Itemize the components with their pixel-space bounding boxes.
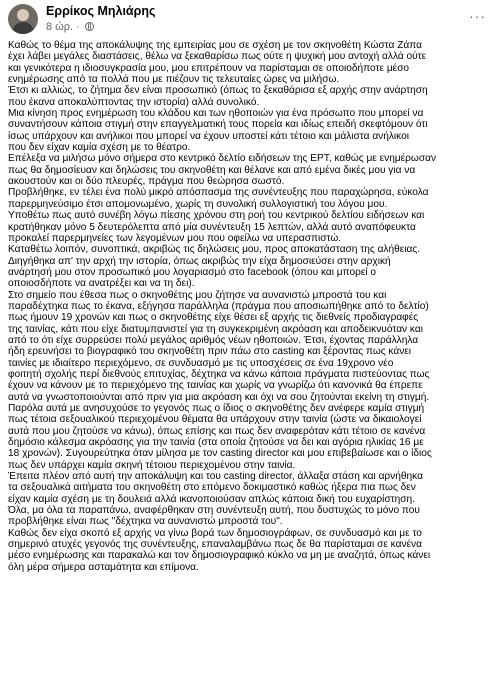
post-text-line: παραδέχτηκα πως το έκανα, εξήγησα παράλληλα (πράγμα που αποσιωπήθηκε από το δελτίο) [8, 300, 429, 312]
post-body [8, 40, 494, 573]
post-text-line: ακουστούν και οι δύο πλευρές, πράγμα που θεώρησα σωστό. [8, 176, 285, 188]
post-timestamp[interactable] [46, 21, 94, 33]
avatar[interactable] [8, 4, 38, 34]
post-text-line: αυτά να γνωστοποιούνται από πριν για μια ακρόαση και όχι να σου ζητούνται εκείνη τη στιγμή. [8, 391, 430, 403]
post-header [8, 4, 488, 38]
post-text-line: Καθώς το θέμα της αποκάλυψης της εμπειρίας μου σε σχέση με τον σκηνοθέτη Κώστα Ζάπα [8, 40, 422, 51]
timestamp-text[interactable]: 8 ώρ. · [46, 21, 80, 33]
post-text-line: που έκανα αποκαλύπτοντας την ιστορία) αλλά συνολικό. [8, 96, 260, 108]
post-text-line: πως θα δημοσίευαν και δηλώσεις του σκηνοθέτη και θέλανε και από εμένα δικές μου για να [8, 164, 416, 176]
post-text-line: Διηγήθηκα απ' την αρχή την ιστορία, όπως ακριβώς την είχα δημοσιεύσει στην αρχική [8, 255, 391, 267]
post-text-line: 18 χρονών). Συγουρεύτηκα όταν μίλησα με τον casting director και μου επιβεβαίωσε και ο ίδιος [8, 448, 432, 460]
post-text-line: έχουν να κάνουν με το περιεχόμενο της ταινίας και χωρίς να γνωρίζω ότι κανονικά θα έπρεπε [8, 380, 423, 392]
post-text-line: πως ήμουν 19 χρονών και πως ο σκηνοθέτης είχε θέσει εξ αρχής τις διεθνείς προδιαγραφές [8, 312, 419, 324]
post-text-line: μέσο ενημέρωσης και παρακαλώ και τον δημοσιογραφικό κύκλο να μη με αναζητά, όπως κάνει [8, 550, 431, 562]
post-text-line: Υποθέτω πως αυτό συνέβη λόγω πίεσης χρόνου στη ροή του κεντρικού δελτίου ειδήσεων και [8, 210, 425, 222]
post-text-line: Όλα, μα όλα τα παραπάνω, αναφέρθηκαν στη συνέντευξη αυτή, που δυστυχώς το μόνο που [8, 505, 420, 517]
post-text-line: σημερινό ατυχές γεγονός της συνέντευξης, επαναλαμβάνω πως δε θα παρίσταμαι σε κανένα [8, 539, 422, 551]
post-text-line: οποιοσδήποτε να ανατρέξει και να τη δει). [8, 278, 195, 290]
post-text-line: και γενικότερα η ιδιοσυγκρασία μου, μου επιτρέπουν να παρίσταμαι σε οποιοδήποτε μέσο [8, 62, 410, 74]
post-text-line: Έπειτα πλέον από αυτή την αποκάλυψη και του casting director, άλλαξα στάση και αρνήθηκα [8, 471, 423, 483]
ellipsis-icon[interactable]: ··· [469, 8, 486, 24]
post-text-line: ίσως υπάρχουν και ανήλικοι που μπορεί να έχουν υποστεί κάτι τέτοιο και μάλιστα ανήλικοι [8, 130, 410, 142]
post-text-line: δημόσιο κάλεσμα ακρόασης για την ταινία (στα οποία ζητούσε να δει και αγόρια ηλικίας 16 με [8, 437, 424, 449]
post-text-line: πως τέτοια σεξουαλικού περιεχομένου θέματα θα υπάρχουν στην ταινία (ώστε να δικαιολογεί [8, 414, 422, 426]
post-text-line: συναντήσουν κάποια στιγμή στην επαγγελματική τους πορεία και ιδίως επειδή σκεφτόμουν ότι [8, 119, 428, 131]
post-text-line: που δεν είχαν καμία σχέση με το θέατρο. [8, 142, 191, 154]
post-text-line: Έτσι κι αλλιώς, το ζήτημα δεν είναι προσωπικό (όπως το ξεκαθάρισα εξ αρχής στην ανάρτηση [8, 85, 428, 97]
post-text-line: έχει λάβει μεγάλες διαστάσεις, θέλω να ξεκαθαρίσω πως ούτε η ψυχική μου αντοχή αλλά ούτε [8, 51, 427, 63]
post-text-line: Προβλήθηκε, εν τέλει ένα πολύ μικρό απόσπασμα της συνέντευξης που παραχώρησα, εύκολα [8, 187, 429, 199]
post-text-line: της ταινίας, κάτι που είχε διατυμπανιστεί για τη συγκεκριμένη ακρόαση και αποδεικνυόταν και [8, 323, 423, 335]
post-text-line: Επέλεξα να μιλήσω μόνο σήμερα στο κεντρικό δελτίο ειδήσεων της ΕΡΤ, καθώς με ενημέρωσαν [8, 153, 437, 165]
post-text-line: ενημέρωσης από τα πολλά που με πιέζουν τις τελευταίες ώρες να μιλήσω. [8, 74, 340, 86]
post-text-line: προβλήθηκε είναι πως "δέχτηκα να αυνανιστώ μπροστά του". [8, 516, 283, 528]
post-text-line: Μια κίνηση προς ενημέρωση του κλάδου και των ηθοποιών για ένα πρόσωπο που μπορεί να [8, 108, 424, 120]
post-text-line: Στο σημείο που έθεσα πως ο σκηνοθέτης μου ζήτησε να αυνανιστώ μπροστά του και [8, 289, 387, 301]
post-text-line: Παρόλα αυτά με ανησυχούσε το γεγονός πως ο ίδιος ο σκηνοθέτης δεν ανέφερε καμία στιγμή [8, 403, 425, 414]
post-text-line: τα σεξουαλικά αιτήματα του σκηνοθέτη στο επόμενο δοκιμαστικό καθώς ήξερα πια πως δεν [8, 482, 416, 494]
post-text-line: είχαν καμία σχέση με τη δουλειά αλλά ικανοποιούσαν απλώς κάποια δική του ευχαρίστηση. [8, 493, 415, 505]
post-text-line: κρατήθηκαν μόνο 5 δευτερόλεπτα από μία συνέντευξη 15 λεπτών, αλλά αυτό αναπόφευκτα [8, 221, 416, 233]
post-text-line: φοιτητή σχολής περί διεθνούς επιτυχίας, δέχτηκα να κάνω κάποια πράγματα πιστεύοντας πως [8, 368, 430, 380]
post-text-line: αυτά που μου ζητούσε να κάνω), όπως επίσης και πως δεν αναφερόταν κάτι τέτοιο σε κανένα [8, 425, 426, 437]
post-text-line: ανάρτησή μου στον προσωπικό μου λογαριασμό στο facebook (όπου και μπορεί ο [8, 266, 377, 278]
author-name[interactable]: Ερρίκος Μηλιάρης [46, 4, 156, 18]
post-text-line: προκαλεί παρερμηνείες των λεγομένων μου που οφείλω να υπερασπιστώ. [8, 232, 342, 244]
post-text-line: ήδη ερευνήσει το βιογραφικό του σκηνοθέτη πριν πάω στο casting και ξέροντας πως κάνει [8, 346, 412, 358]
post-text-line: Καθώς δεν είχα σκοπό εξ αρχής να γίνω βορά των δημοσιογράφων, σε συνδυασμό και με το [8, 527, 422, 539]
post-text-line: παρερμηνεύσιμο έτσι απομονωμένο, χωρίς τη συνολική συλλογιστική του λόγου μου. [8, 198, 388, 210]
post-text-line: από το ότι είχε συρρεύσει πολύ μεγάλος αριθμός νέων ηθοποιών. Έτσι, έχοντας παράλληλα [8, 334, 419, 346]
post-text-line: Καταθέτω λοιπόν, συνοπτικά, ακριβώς τις δηλώσεις μου, προς αποκατάσταση της αλήθειας. [8, 244, 421, 256]
post-text-line: όλη μέρα σήμερα ασταμάτητα και επίμονα. [8, 561, 199, 573]
globe-icon [85, 22, 94, 31]
post-text-line: ταινίες με ιδιαίτερο περιεχόμενο, σε συνδυασμό με τις υποσχέσεις σε ένα 19χρονο νέο [8, 357, 394, 369]
post-text-line: πως δεν υπάρχει καμία σκηνή τέτοιου περιεχομένου στην ταινία. [8, 459, 296, 471]
